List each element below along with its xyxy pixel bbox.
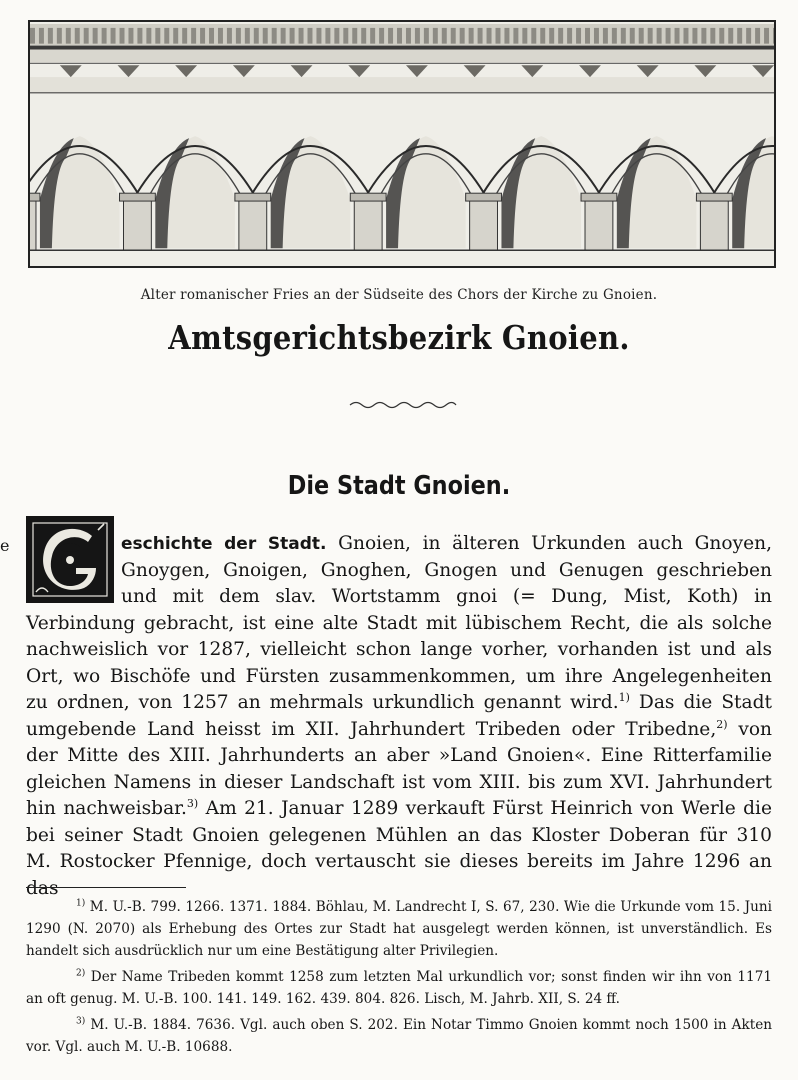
page-title: Amtsgerichtsbezirk Gnoien. xyxy=(168,318,630,357)
footnote-rule xyxy=(26,887,186,888)
footnotes xyxy=(26,896,772,1058)
footnote-text: Der Name Tribeden kommt 1258 zum letzten Mal urkundlich vor; sonst finden wir ihn von 1171 an oft genug. M. U.-B. 100. 141. 149. 162. 439. 804. 826. Lisch, M. Jahrb. XII, S. 24 ff. xyxy=(26,969,772,1007)
footnote-ref-1: 1) xyxy=(618,690,630,704)
romanesque-frieze-illustration xyxy=(28,20,776,268)
ornamental-divider xyxy=(348,398,458,412)
footnote-1 xyxy=(26,896,772,962)
body-paragraph xyxy=(26,531,772,902)
body-text-part-2: Das die Stadt umgebende Land heisst im XII. Jahrhundert Tribeden oder Tribedne, xyxy=(26,692,772,740)
footnote-marker: 3) xyxy=(76,1016,86,1027)
body-text-part-4: Am 21. Januar 1289 verkauft Fürst Heinrich von Werle die bei seiner Stadt Gnoien gelegenen Mühlen an das Kloster Doberan für 310 M. Rostocker Pfennige, doch vertauscht sie dieses bereits im Jahre 1296 an das xyxy=(26,798,772,899)
section-heading: Die Stadt Gnoien. xyxy=(287,471,511,501)
footnote-ref-3: 3) xyxy=(186,796,199,810)
footnote-ref-2: 2) xyxy=(716,717,728,731)
lead-phrase: eschichte der Stadt. xyxy=(121,534,327,554)
footnote-text: M. U.-B. 1884. 7636. Vgl. auch oben S. 202. Ein Notar Timmo Gnoien kommt noch 1500 in Akten vor. Vgl. auch M. U.-B. 10688. xyxy=(26,1017,772,1055)
footnote-text: M. U.-B. 799. 1266. 1371. 1884. Böhlau, M. Landrecht I, S. 67, 230. Wie die Urkunde vom 15. Juni 1290 (N. 2070) als Erhebung des Ortes zur Stadt hat ausgelegt werden können, ist unverständlich. Es handelt sich ausdrücklich nur um eine Bestätigung alter Privilegien. xyxy=(26,899,772,959)
footnote-2 xyxy=(26,966,772,1010)
body-text-part-3: von der Mitte des XIII. Jahrhunderts an aber »Land Gnoien«. Eine Ritterfamilie gleichen Namens in dieser Landschaft ist vom XIII. bis zum XVI. Jahrhundert hin nachweisbar. xyxy=(26,718,772,819)
footnote-marker: 2) xyxy=(76,968,86,979)
footnote-3 xyxy=(26,1014,772,1058)
body-text-part-1: Gnoien, in älteren Urkunden auch Gnoyen, Gnoygen, Gnoigen, Gnoghen, Gnogen und Genugen geschrieben und mit dem slav. Wortstamm gnoi (= Dung, Mist, Koth) in Verbindung gebracht, ist eine alte Stadt mit lübischem Recht, die als solche nachweislich vor 1287, vielleicht schon lange vorher, vorhanden ist und als Ort, wo Bischöfe und Fürsten zusammenkommen, um ihre Angelegenheiten zu ordnen, von 1257 an mehrmals urkundlich genannt wird. xyxy=(26,533,772,713)
margin-letter: e xyxy=(0,536,10,555)
figure-caption: Alter romanischer Fries an der Südseite des Chors der Kirche zu Gnoien. xyxy=(140,287,658,303)
footnote-marker: 1) xyxy=(76,898,86,909)
